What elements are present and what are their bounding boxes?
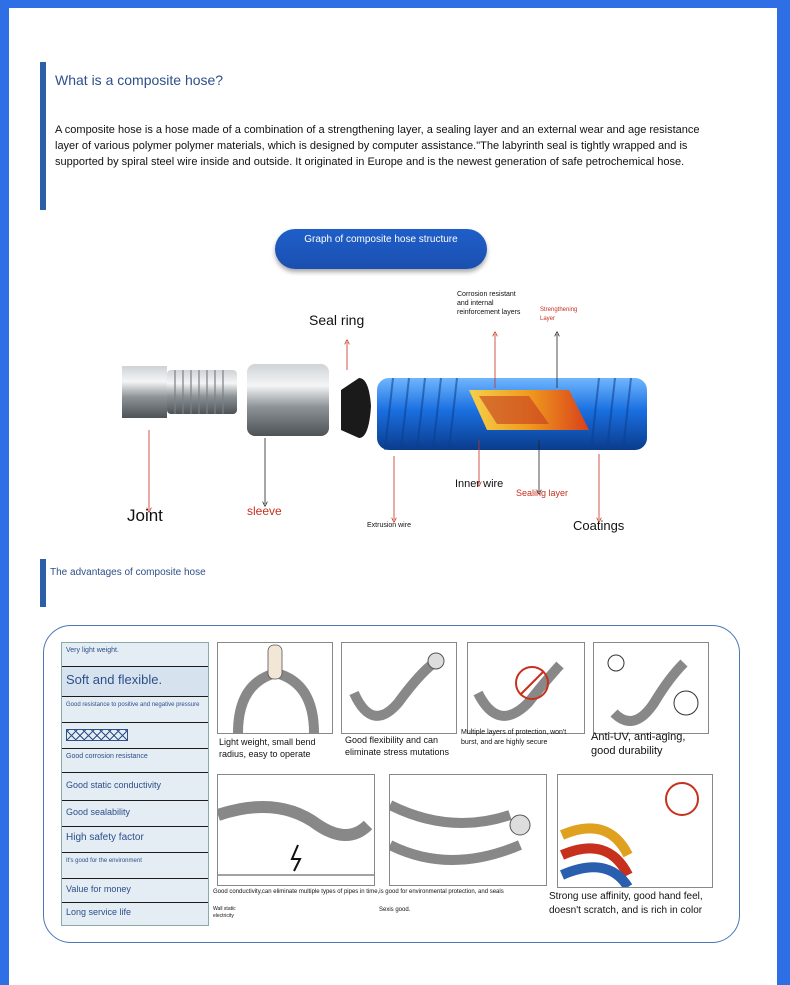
- section-heading: What is a composite hose?: [55, 72, 224, 88]
- caption-2: Good flexibility and can eliminate stress mutations: [345, 735, 450, 757]
- list-item: Very light weight.: [62, 643, 208, 667]
- section-bar: [40, 62, 46, 210]
- hose-structure-illustration: [9, 278, 777, 548]
- image-affinity: [557, 774, 713, 888]
- image-light-weight: [217, 642, 333, 734]
- caption-5: Good conductivity,can eliminate multiple types of pipes in time,is good for environmental protection, and seals: [213, 889, 504, 895]
- image-protection: [467, 642, 585, 734]
- list-item: Value for money: [62, 879, 208, 903]
- caption-1: Light weight, small bend radius, easy to operate: [219, 737, 316, 759]
- label-seal-ring: Seal ring: [309, 312, 365, 328]
- list-item: Good corrosion resistance: [62, 749, 208, 773]
- section-bar-2: [40, 559, 46, 607]
- advantages-list: [61, 642, 209, 926]
- list-item: It's good for the environment: [62, 853, 208, 879]
- seal-ring-part: [341, 378, 371, 438]
- list-item: [62, 723, 208, 749]
- list-item: High safety factor: [62, 827, 208, 853]
- caption-7: Strong use affinity, good hand feel, doesn't scratch, and is rich in color: [549, 891, 703, 916]
- label-sleeve: sleeve: [247, 504, 282, 518]
- label-inner-wire: Inner wire: [455, 478, 504, 490]
- label-coatings: Coatings: [573, 518, 625, 533]
- caption-4: Anti-UV, anti-aging, good durability: [591, 731, 686, 757]
- caption-3: Multiple layers of protection, won't burst, and are highly secure: [461, 729, 567, 746]
- label-sealing-layer: Sealing layer: [516, 488, 569, 498]
- decorative-pattern: [66, 729, 128, 741]
- label-extrusion-wire: Extrusion wire: [367, 522, 411, 529]
- sleeve-part: [247, 364, 329, 436]
- list-item: Good static conductivity: [62, 773, 208, 801]
- label-joint: Joint: [127, 506, 163, 525]
- image-seals: [389, 774, 547, 886]
- intro-paragraph: A composite hose is a hose made of a combination of a strengthening layer, a sealing layer and an external wear and age resistance layer of various polymer polymer materials, which is designed by computer assistance."The labyrinth seal is tightly wrapped and is supported by spiral steel wire inside and outside. It originated in Europe and is the newest generation of safe petrochemical hose.: [55, 124, 700, 168]
- image-anti-uv: [593, 642, 709, 734]
- list-item: Good sealability: [62, 801, 208, 827]
- advantages-heading: The advantages of composite hose: [50, 567, 206, 578]
- caption-6: Sexis good.: [379, 907, 411, 913]
- caption-5b: Wall static electricity: [213, 906, 236, 919]
- image-flexibility: [341, 642, 457, 734]
- label-corrosion: Corrosion resistant and internal reinforcement layers: [457, 291, 521, 316]
- joint-fitting: [122, 366, 237, 418]
- page: [9, 8, 777, 985]
- list-item: Good resistance to positive and negative pressure: [62, 697, 208, 723]
- label-strengthening: Strengthening Layer: [540, 307, 578, 322]
- list-item: Soft and flexible.: [62, 667, 208, 697]
- image-conductivity: [217, 774, 375, 886]
- list-item: Long service life: [66, 907, 132, 917]
- structure-badge: Graph of composite hose structure: [275, 229, 487, 269]
